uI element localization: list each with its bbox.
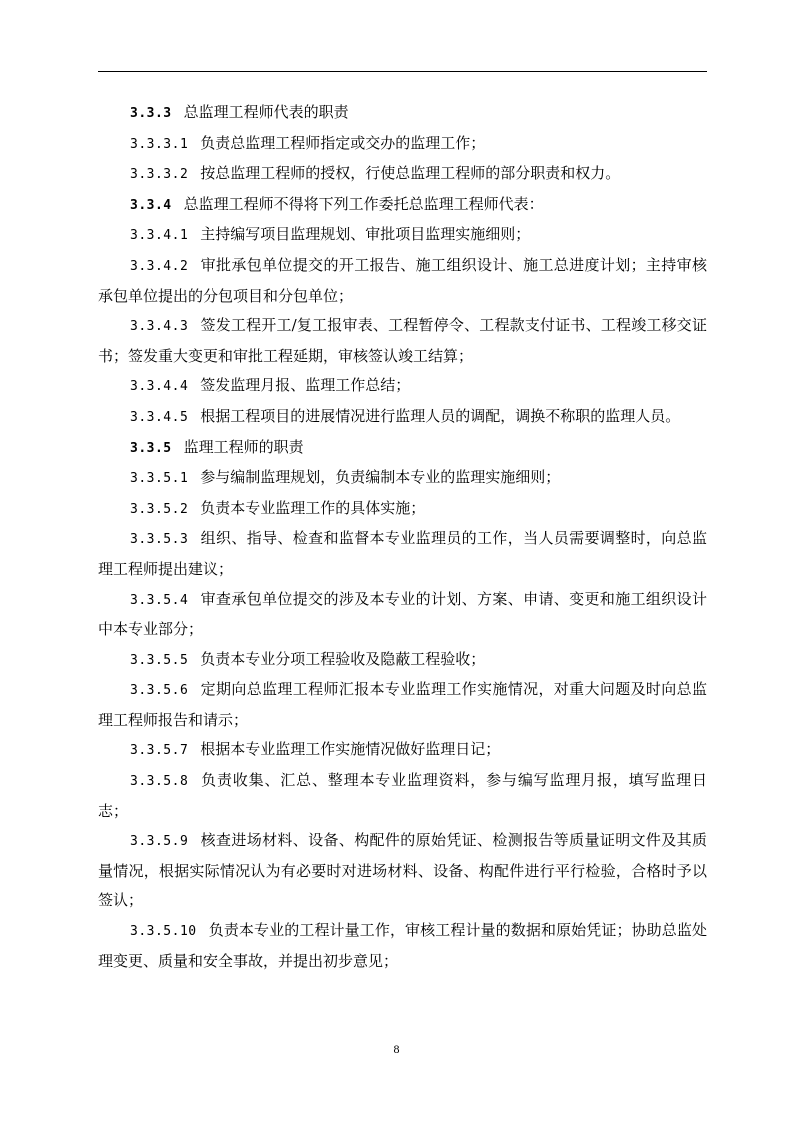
section-heading-3-3-3: 3.3.3 总监理工程师代表的职责 [130, 103, 349, 121]
clause-paragraph: 3.3.4.3 签发工程开工/复工报审表、工程暂停令、工程款支付证书、工程竣工移交证书；签发重大变更和审批工程延期，审核签认竣工结算； [98, 316, 707, 365]
clause-paragraph: 3.3.3.2 按总监理工程师的授权，行使总监理工程师的部分职责和权力。 [130, 164, 621, 183]
clause-paragraph: 3.3.5.1 参与编制监理规划，负责编制本专业的监理实施细则； [130, 468, 561, 487]
clause-paragraph: 3.3.4.1 主持编写项目监理规划、审批项目监理实施细则； [130, 225, 531, 244]
clause-paragraph: 3.3.3.1 负责总监理工程师指定或交办的监理工作； [130, 133, 486, 152]
clause-paragraph: 3.3.5.3 组织、指导、检查和监督本专业监理员的工作，当人员需要调整时，向总监理工程师提出建议； [98, 529, 707, 578]
page-number: 8 [393, 1042, 400, 1056]
clause-paragraph: 3.3.5.5 负责本专业分项工程验收及隐蔽工程验收； [130, 649, 486, 668]
clause-paragraph: 3.3.5.4 审查承包单位提交的涉及本专业的计划、方案、申请、变更和施工组织设计中本专业部分； [98, 589, 707, 639]
clause-paragraph: 3.3.4.4 签发监理月报、监理工作总结； [130, 376, 411, 395]
clause-paragraph: 3.3.5.7 根据本专业监理工作实施情况做好监理日记； [130, 740, 501, 759]
clause-paragraph: 3.3.4.2 审批承包单位提交的开工报告、施工组织设计、施工总进度计划；主持审核承包单位提出的分包项目和分包单位； [98, 255, 707, 305]
clause-paragraph: 3.3.5.10 负责本专业的工程计量工作，审核工程计量的数据和原始凭证；协助总监处理变更、质量和安全事故，并提出初步意见； [98, 921, 707, 970]
body-text [98, 98, 707, 976]
section-heading-3-3-4: 3.3.4 总监理工程师不得将下列工作委托总监理工程师代表： [130, 194, 544, 213]
clause-paragraph: 3.3.5.6 定期向总监理工程师汇报本专业监理工作实施情况，对重大问题及时向总监理工程师报告和请示； [98, 680, 707, 729]
header-rule [98, 71, 707, 72]
clause-paragraph: 3.3.5.9 核查进场材料、设备、构配件的原始凭证、检测报告等质量证明文件及其质量情况，根据实际情况认为有必要时对进场材料、设备、构配件进行平行检验，合格时予以签认； [98, 831, 707, 910]
clause-paragraph: 3.3.5.2 负责本专业监理工作的具体实施； [130, 498, 426, 517]
section-heading-3-3-5: 3.3.5 监理工程师的职责 [130, 437, 304, 456]
clause-paragraph: 3.3.5.8 负责收集、汇总、整理本专业监理资料，参与编写监理月报，填写监理日志； [98, 771, 707, 820]
clause-paragraph: 3.3.4.5 根据工程项目的进展情况进行监理人员的调配，调换不称职的监理人员。 [130, 406, 681, 425]
